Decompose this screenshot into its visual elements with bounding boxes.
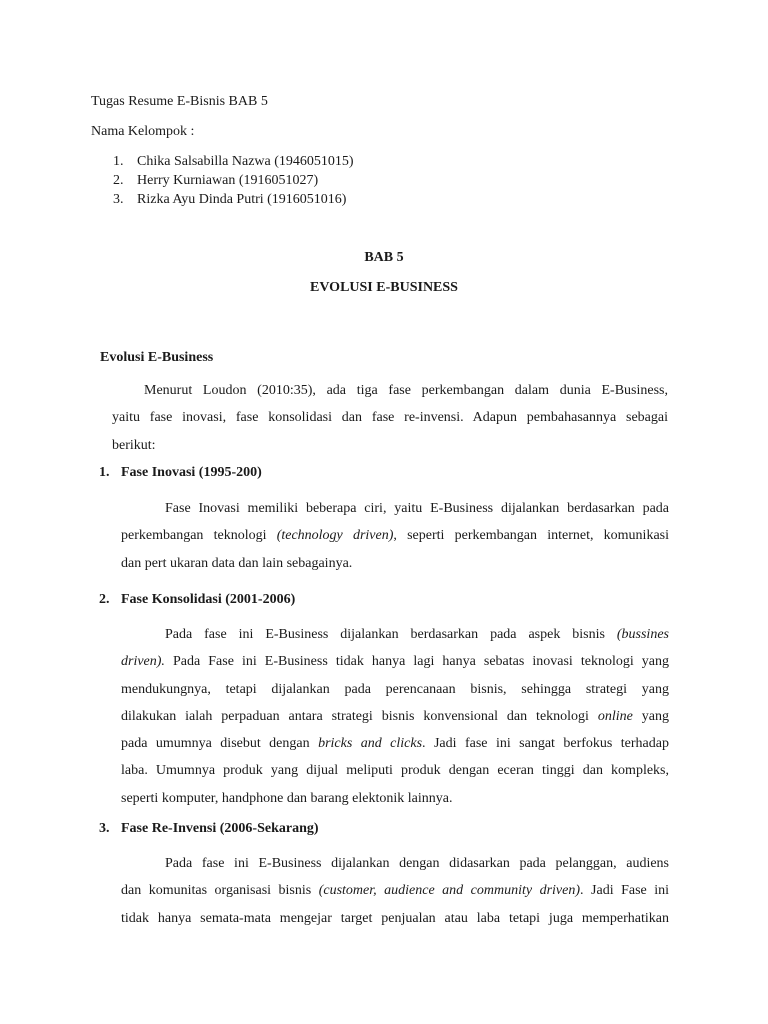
phase-number: 1. xyxy=(99,465,110,480)
paragraph-line: Menurut Loudon (2010:35), ada tiga fase perkembangan dalam dunia E-Business, xyxy=(144,383,668,398)
member-item xyxy=(113,154,354,170)
paragraph-line: Fase Inovasi memiliki beberapa ciri, yaitu E-Business dijalankan berdasarkan pada xyxy=(165,501,669,516)
paragraph-line: dan komunitas organisasi bisnis (customer, audience and community driven). Jadi Fase ini xyxy=(121,883,670,899)
paragraph-line: pada umumnya disebut dengan bricks and clicks. Jadi fase ini sangat berfokus terhadap xyxy=(121,736,669,752)
paragraph-line: perkembangan teknologi (technology driven), seperti perkembangan internet, komunikasi xyxy=(121,528,669,544)
phase-title: Fase Re-Invensi (2006-Sekarang) xyxy=(121,821,319,836)
paragraph-line: yaitu fase inovasi, fase konsolidasi dan fase re-invensi. Adapun pembahasannya sebagai xyxy=(112,410,668,426)
member-item xyxy=(113,173,318,189)
paragraph-line: berikut: xyxy=(112,437,156,453)
paragraph-line: mendukungnya, tetapi dijalankan pada perencanaan bisnis, sehingga strategi yang xyxy=(121,681,669,697)
intro-paragraph xyxy=(112,377,668,459)
member-name: Herry Kurniawan (1916051027) xyxy=(137,173,319,188)
member-number: 1. xyxy=(113,154,124,169)
phase-heading xyxy=(99,465,262,481)
paragraph-line: Pada fase ini E-Business dijalankan dengan didasarkan pada pelanggan, audiens xyxy=(165,856,669,871)
phase-number: 2. xyxy=(99,592,110,607)
section-heading: Evolusi E-Business xyxy=(100,350,214,365)
phase-number: 3. xyxy=(99,821,110,836)
paragraph-line: tidak hanya semata-mata mengejar target penjualan atau laba tetapi juga memperhatikan xyxy=(121,910,669,926)
member-name: Rizka Ayu Dinda Putri (1916051016) xyxy=(137,192,347,207)
member-number: 3. xyxy=(113,192,124,207)
paragraph-line: dan pert ukaran data dan lain sebagainya. xyxy=(121,555,353,571)
phase-paragraph xyxy=(121,621,669,812)
paragraph-line: seperti komputer, handphone dan barang elektonik lainnya. xyxy=(121,790,453,806)
paragraph-line: driven). Pada Fase ini E-Business tidak hanya lagi hanya sebatas inovasi teknologi yang xyxy=(121,654,669,670)
assignment-title: Tugas Resume E-Bisnis BAB 5 xyxy=(91,94,268,109)
paragraph-line: laba. Umumnya produk yang dijual meliputi produk dengan eceran tinggi dan kompleks, xyxy=(121,763,669,779)
member-name: Chika Salsabilla Nazwa (1946051015) xyxy=(137,154,354,169)
member-item xyxy=(113,192,346,208)
phase-paragraph xyxy=(121,850,669,932)
phase-heading xyxy=(99,592,295,608)
phase-title: Fase Inovasi (1995-200) xyxy=(121,465,262,480)
chapter-number: BAB 5 xyxy=(364,250,404,265)
paragraph-line: dilakukan ialah perpaduan antara strategi bisnis konvensional dan teknologi online yang xyxy=(121,708,669,724)
phase-title: Fase Konsolidasi (2001-2006) xyxy=(121,592,296,607)
phase-heading xyxy=(99,821,319,837)
paragraph-line: Pada fase ini E-Business dijalankan berdasarkan pada aspek bisnis (bussines xyxy=(165,627,669,642)
group-label: Nama Kelompok : xyxy=(91,124,195,139)
phase-paragraph xyxy=(121,495,669,577)
member-number: 2. xyxy=(113,173,124,188)
chapter-title: EVOLUSI E-BUSINESS xyxy=(310,280,458,295)
